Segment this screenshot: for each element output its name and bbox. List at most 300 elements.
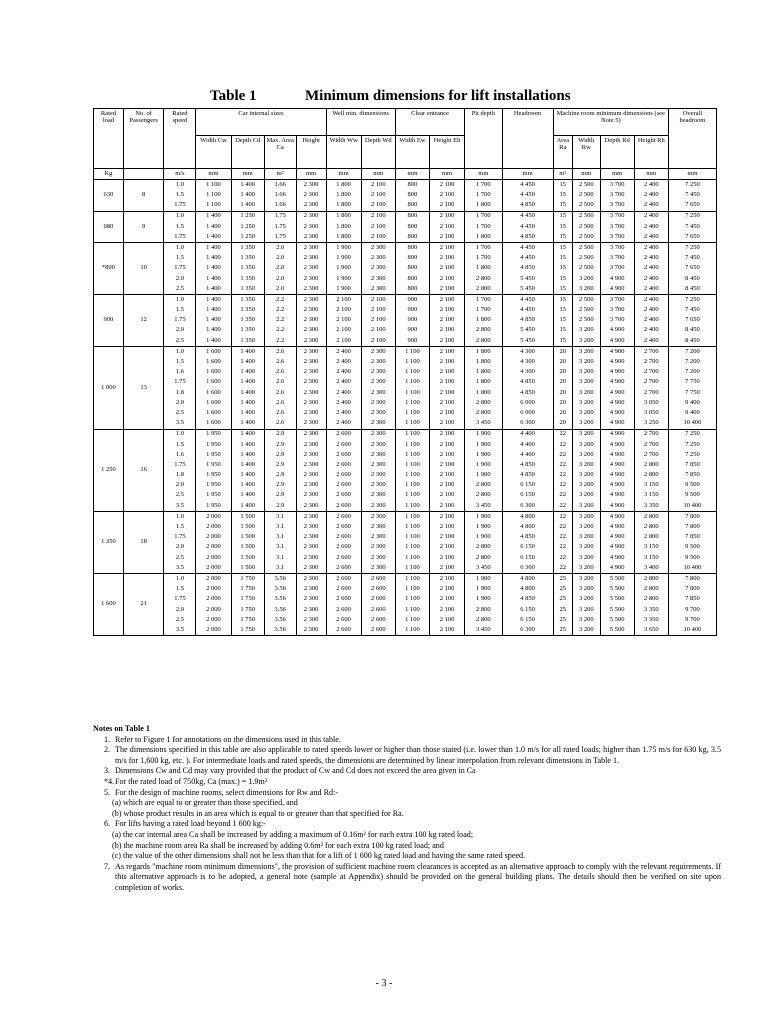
table-cell: 2.0: [264, 274, 296, 284]
table-row: [94, 211, 717, 222]
table-cell: 20: [553, 378, 572, 388]
table-cell: 2 600: [361, 605, 395, 615]
table-cell: 3 200: [572, 357, 600, 367]
table-cell: 22: [553, 440, 572, 450]
header-depth-wd: Depth Wd: [361, 136, 395, 169]
table-cell: 22: [553, 501, 572, 512]
table-cell: 1 400: [231, 440, 264, 450]
table-cell: 2.5: [164, 336, 196, 347]
note-number: 6.: [104, 819, 111, 829]
table-cell: 1 100: [395, 450, 429, 460]
table-cell: 2.2: [264, 295, 296, 306]
table-cell: 2 400: [326, 408, 361, 418]
table-cell: 22: [553, 480, 572, 490]
table-cell: 7 650: [668, 264, 716, 274]
table-cell: 2 500: [572, 200, 600, 211]
table-cell: 2 300: [361, 357, 395, 367]
table-cell: 2 800: [465, 336, 502, 347]
table-cell: 2.9: [264, 450, 296, 460]
table-cell: 2 300: [296, 274, 326, 284]
table-cell: 3 350: [634, 615, 668, 625]
table-row: [94, 408, 717, 418]
table-cell: 2.9: [264, 440, 296, 450]
note-number: 1.: [104, 734, 111, 744]
table-cell: 2.9: [264, 501, 296, 512]
table-row: [94, 418, 717, 429]
table-cell: 5 500: [600, 574, 634, 585]
table-cell: 1 900: [465, 574, 502, 585]
table-cell: 3 650: [634, 625, 668, 636]
table-cell: 1.75: [164, 315, 196, 325]
table-cell: 3.5: [164, 501, 196, 512]
table-cell: 2 400: [326, 398, 361, 408]
table-cell: 3 150: [634, 491, 668, 501]
table-row: [94, 253, 717, 263]
table-cell: 15: [553, 243, 572, 254]
table-cell: 2 300: [296, 315, 326, 325]
table-cell: 2 800: [465, 274, 502, 284]
table-cell: 1 100: [395, 574, 429, 585]
table-cell: 2 400: [326, 357, 361, 367]
table-cell: 1 900: [326, 264, 361, 274]
table-cell: 20: [553, 418, 572, 429]
table-cell: 2 700: [634, 367, 668, 377]
table-cell: 1 400: [196, 274, 231, 284]
table-cell: 2.6: [264, 398, 296, 408]
table-cell: 2 800: [465, 398, 502, 408]
table-cell: 1.0: [164, 512, 196, 523]
table-cell: 1 900: [465, 440, 502, 450]
table-cell: 1.75: [164, 532, 196, 542]
table-cell: 3 700: [600, 295, 634, 306]
table-cell: 1 800: [326, 200, 361, 211]
table-cell: 5 450: [502, 336, 553, 347]
table-cell: 4 850: [502, 200, 553, 211]
table-cell: 2 100: [429, 295, 464, 306]
note-number: 3.: [104, 766, 111, 776]
table-cell: 1 900: [465, 512, 502, 523]
table-cell: 1 400: [231, 180, 264, 191]
table-cell: 5 500: [600, 605, 634, 615]
table-cell: 4 900: [600, 480, 634, 490]
table-cell: 1 100: [196, 190, 231, 200]
table-cell: 4 900: [600, 418, 634, 429]
header-rated-load: Rated load: [94, 109, 124, 169]
table-cell: 1.5: [164, 222, 196, 232]
table-cell: 2 100: [429, 253, 464, 263]
table-cell: 4 900: [600, 429, 634, 440]
table-cell: 3 200: [572, 595, 600, 605]
table-cell: 1.0: [164, 243, 196, 254]
table-cell: 2 100: [361, 315, 395, 325]
header-pit-depth: Pit depth: [465, 109, 502, 169]
table-cell: 1 350: [231, 326, 264, 336]
table-cell: 7 750: [668, 378, 716, 388]
table-cell: 2 800: [465, 408, 502, 418]
table-cell: 2 600: [326, 440, 361, 450]
table-cell: 4 450: [502, 243, 553, 254]
table-cell: 2.0: [264, 264, 296, 274]
table-row: [94, 553, 717, 563]
table-cell: 2.6: [264, 388, 296, 398]
table-cell: 7 650: [668, 200, 716, 211]
table-cell: 4 900: [600, 501, 634, 512]
table-cell: 4 400: [502, 450, 553, 460]
table-cell: 2 600: [361, 584, 395, 594]
table-cell: 7 650: [668, 232, 716, 243]
note-item: [93, 735, 721, 746]
table-cell: 2 300: [361, 470, 395, 480]
unit-cell: mm: [600, 169, 634, 180]
table-cell: 1 100: [395, 615, 429, 625]
table-row: [94, 347, 717, 358]
table-row: [94, 284, 717, 295]
table-cell: 2 100: [429, 470, 464, 480]
table-cell: 1 800: [465, 357, 502, 367]
table-cell: 2 400: [634, 295, 668, 306]
table-cell: 3 150: [634, 480, 668, 490]
table-cell: 2 600: [326, 563, 361, 574]
table-cell: 6 000: [502, 408, 553, 418]
table-cell: 1 100: [395, 429, 429, 440]
table-cell: 1 900: [465, 584, 502, 594]
table-cell: 1 500: [231, 553, 264, 563]
table-cell: 3 700: [600, 211, 634, 222]
table-cell: 2.0: [164, 605, 196, 615]
table-cell: 4 300: [502, 367, 553, 377]
table-cell: 3.56: [264, 595, 296, 605]
table-cell: 4 900: [600, 398, 634, 408]
table-row: [94, 180, 717, 191]
table-number: Table 1: [210, 88, 257, 104]
table-cell: 2 100: [429, 264, 464, 274]
table-cell: 2 500: [572, 305, 600, 315]
table-cell: 25: [553, 584, 572, 594]
unit-cell: mm: [465, 169, 502, 180]
table-cell: 15: [553, 274, 572, 284]
table-cell: 4 450: [502, 211, 553, 222]
table-cell: 1 400: [231, 367, 264, 377]
table-cell: 1.75: [164, 460, 196, 470]
table-cell: 2 100: [361, 336, 395, 347]
table-cell: 2 800: [465, 605, 502, 615]
table-cell: 1 400: [231, 470, 264, 480]
table-cell: 2 300: [296, 480, 326, 490]
passengers-cell: 9: [123, 211, 164, 243]
table-cell: 1.75: [264, 222, 296, 232]
table-cell: 1.0: [164, 429, 196, 440]
table-cell: 4 400: [502, 440, 553, 450]
table-cell: 1 100: [395, 595, 429, 605]
table-cell: 2.6: [264, 347, 296, 358]
unit-cell: m²: [553, 169, 572, 180]
table-cell: 1 600: [196, 408, 231, 418]
table-cell: 1 400: [196, 284, 231, 295]
table-cell: 2 300: [361, 429, 395, 440]
table-cell: 2 300: [296, 336, 326, 347]
table-cell: 2 600: [326, 450, 361, 460]
table-cell: 7 250: [668, 450, 716, 460]
table-cell: 2 300: [296, 574, 326, 585]
table-row: [94, 398, 717, 408]
table-cell: 3.56: [264, 584, 296, 594]
unit-cell: Kg: [94, 169, 124, 180]
table-cell: 22: [553, 532, 572, 542]
table-cell: 2.5: [164, 615, 196, 625]
table-cell: 2.6: [264, 418, 296, 429]
passengers-cell: 10: [123, 243, 164, 295]
table-cell: 1 700: [465, 305, 502, 315]
table-notes: [93, 724, 721, 894]
table-cell: 2 300: [296, 388, 326, 398]
table-cell: 1 800: [326, 232, 361, 243]
table-cell: 4 450: [502, 253, 553, 263]
table-cell: 2 600: [326, 522, 361, 532]
table-cell: 5 500: [600, 615, 634, 625]
table-cell: 2 300: [296, 595, 326, 605]
table-cell: 800: [395, 222, 429, 232]
table-cell: 2 400: [634, 274, 668, 284]
table-cell: 2 300: [296, 512, 326, 523]
table-cell: 2 100: [361, 200, 395, 211]
table-cell: 9 700: [668, 605, 716, 615]
table-cell: 1 800: [465, 388, 502, 398]
table-cell: 2 500: [572, 232, 600, 243]
table-cell: 22: [553, 553, 572, 563]
table-row: [94, 357, 717, 367]
table-cell: 4 900: [600, 388, 634, 398]
table-cell: 2 100: [429, 429, 464, 440]
table-cell: 2 100: [429, 274, 464, 284]
table-cell: 4 850: [502, 532, 553, 542]
table-cell: 1 100: [395, 418, 429, 429]
table-cell: 2 300: [296, 460, 326, 470]
table-cell: 1 250: [231, 222, 264, 232]
table-cell: 6 300: [502, 418, 553, 429]
table-cell: 3.1: [264, 522, 296, 532]
table-cell: 3.5: [164, 563, 196, 574]
table-cell: 4 900: [600, 450, 634, 460]
table-cell: 2 000: [196, 563, 231, 574]
table-row: [94, 574, 717, 585]
table-row: [94, 460, 717, 470]
passengers-cell: 21: [123, 574, 164, 636]
note-item: [93, 766, 721, 777]
table-cell: 3 700: [600, 253, 634, 263]
notes-heading: Notes on Table 1: [93, 724, 150, 733]
table-cell: 1 350: [231, 264, 264, 274]
note-number: 5.: [104, 787, 111, 797]
table-cell: 1 600: [196, 347, 231, 358]
table-cell: 8 450: [668, 284, 716, 295]
table-cell: 3 200: [572, 470, 600, 480]
table-cell: 1 500: [231, 512, 264, 523]
table-cell: 2 100: [429, 532, 464, 542]
table-row: [94, 450, 717, 460]
table-cell: 1.5: [164, 305, 196, 315]
table-cell: 1.8: [164, 388, 196, 398]
table-cell: 2 300: [296, 522, 326, 532]
table-cell: 2 400: [634, 243, 668, 254]
table-cell: 2 100: [429, 232, 464, 243]
table-cell: 2 400: [634, 190, 668, 200]
table-cell: 2 600: [326, 501, 361, 512]
table-cell: 1 400: [231, 347, 264, 358]
table-cell: 2 100: [361, 232, 395, 243]
table-cell: 2 600: [326, 584, 361, 594]
table-cell: 2 600: [326, 595, 361, 605]
table-row: [94, 326, 717, 336]
table-cell: 7 250: [668, 180, 716, 191]
table-cell: 1 400: [231, 378, 264, 388]
table-cell: 25: [553, 605, 572, 615]
table-cell: 22: [553, 522, 572, 532]
table-cell: 7 850: [668, 532, 716, 542]
table-cell: 1 400: [231, 480, 264, 490]
table-cell: 5 450: [502, 274, 553, 284]
table-cell: 1 900: [326, 274, 361, 284]
table-cell: 2 500: [572, 315, 600, 325]
table-cell: 7 450: [668, 305, 716, 315]
note-text: For the rated load of 750kg, Ca (max.) = 1.9m²: [115, 776, 268, 786]
table-cell: 2 300: [296, 190, 326, 200]
table-cell: 1 950: [196, 429, 231, 440]
table-row: [94, 595, 717, 605]
table-cell: 1.75: [164, 232, 196, 243]
table-cell: 2 300: [361, 347, 395, 358]
table-cell: 3.1: [264, 553, 296, 563]
note-text: Dimensions Cw and Cd may vary provided that the product of Cw and Cd does not exceed the area given in Ca: [115, 766, 476, 776]
table-cell: 2 600: [361, 615, 395, 625]
table-cell: 1 100: [395, 563, 429, 574]
table-row: [94, 336, 717, 347]
note-item: [93, 819, 721, 830]
table-cell: 2 300: [361, 408, 395, 418]
table-cell: 2 100: [429, 347, 464, 358]
table-cell: 15: [553, 253, 572, 263]
table-cell: 2 400: [634, 264, 668, 274]
table-row: [94, 295, 717, 306]
table-cell: 9 500: [668, 553, 716, 563]
table-row: [94, 243, 717, 254]
note-subitem: [93, 830, 721, 841]
header-passengers: No. of Passengers: [123, 109, 164, 169]
table-cell: 6 150: [502, 615, 553, 625]
table-cell: 2 300: [361, 253, 395, 263]
table-cell: 7 850: [668, 460, 716, 470]
table-cell: 2.0: [164, 326, 196, 336]
table-row: [94, 512, 717, 523]
table-cell: 1.5: [164, 522, 196, 532]
unit-cell: [123, 169, 164, 180]
table-cell: 2 300: [361, 367, 395, 377]
table-cell: 3 200: [572, 522, 600, 532]
table-cell: 2 100: [429, 190, 464, 200]
note-text: The dimensions specified in this table are also applicable to rated speeds lower or higher than those stated (i.e. lower than 1.0 m/s for all rated loads; higher than 1.75 m/s for 630 kg, 3.5 m/s for 1,600 kg, etc. ). For intermediate loads and rated speeds, the dimensions are determined by linear interpolation from relevant dimensions in Table 1.: [115, 745, 721, 765]
note-item: [93, 777, 721, 788]
unit-cell: mm: [634, 169, 668, 180]
unit-cell: mm: [361, 169, 395, 180]
table-cell: 1 400: [196, 305, 231, 315]
table-cell: 1 400: [196, 264, 231, 274]
header-depth-cd: Depth Cd: [231, 136, 264, 169]
table-cell: 900: [395, 295, 429, 306]
table-cell: 3 200: [572, 326, 600, 336]
table-cell: 3 200: [572, 480, 600, 490]
table-cell: 3 200: [572, 543, 600, 553]
table-cell: 20: [553, 347, 572, 358]
table-cell: 2 800: [465, 491, 502, 501]
table-cell: 2 300: [361, 501, 395, 512]
table-cell: 2 100: [429, 595, 464, 605]
table-cell: 3 700: [600, 264, 634, 274]
table-cell: 2.5: [164, 284, 196, 295]
table-cell: 2 600: [326, 615, 361, 625]
table-row: [94, 440, 717, 450]
table-cell: 1 350: [231, 243, 264, 254]
table-cell: 2 100: [429, 222, 464, 232]
table-cell: 1 400: [231, 408, 264, 418]
table-cell: 900: [395, 315, 429, 325]
table-cell: 2 100: [326, 295, 361, 306]
table-cell: 3 700: [600, 232, 634, 243]
table-cell: 2 300: [296, 553, 326, 563]
table-cell: 6 300: [502, 501, 553, 512]
table-cell: 9 500: [668, 543, 716, 553]
table-cell: 1 800: [465, 347, 502, 358]
table-cell: 25: [553, 625, 572, 636]
table-cell: 2 100: [429, 553, 464, 563]
table-row: [94, 378, 717, 388]
table-cell: 3 200: [572, 563, 600, 574]
table-cell: 1 350: [231, 315, 264, 325]
table-cell: 800: [395, 274, 429, 284]
table-cell: 3 200: [572, 408, 600, 418]
table-cell: 1 750: [231, 574, 264, 585]
header-height-eh: Height Eh: [429, 136, 464, 169]
table-cell: 2 700: [634, 357, 668, 367]
table-cell: 4 450: [502, 190, 553, 200]
table-cell: 2 100: [429, 574, 464, 585]
table-cell: 2 100: [429, 605, 464, 615]
rated-load-cell: 900: [94, 295, 124, 347]
table-cell: 2 300: [296, 222, 326, 232]
table-cell: 2 300: [361, 563, 395, 574]
table-cell: 1 800: [326, 222, 361, 232]
table-cell: 2.9: [264, 470, 296, 480]
note-text: (c) the value of the other dimensions shall not be less than that for a lift of 1 600 kg rated load and having the same rated speed.: [112, 851, 526, 861]
table-cell: 1 800: [465, 378, 502, 388]
table-cell: 1 100: [395, 512, 429, 523]
header-height-rh: Height Rh: [634, 136, 668, 169]
table-cell: 2 300: [296, 418, 326, 429]
note-text: As regards "machine room minimum dimensions", the provision of sufficient machine room clearances is accepted as an alternative approach to comply with the relevant requirements. If this alternative approach is to be adopted, a general note (sample at Appendix) should be provided on the general building plans. The details should then be verified on site upon completion of works.: [115, 861, 721, 892]
table-cell: 800: [395, 243, 429, 254]
table-cell: 2 100: [429, 200, 464, 211]
table-cell: 2 800: [634, 584, 668, 594]
table-cell: 2.5: [164, 408, 196, 418]
table-cell: 2 300: [296, 264, 326, 274]
table-cell: 2 300: [296, 232, 326, 243]
note-text: For lifts having a rated load beyond 1 600 kg:-: [115, 819, 266, 829]
table-cell: 1 350: [231, 253, 264, 263]
table-cell: 2.9: [264, 491, 296, 501]
header-rated-speed: Rated speed: [164, 109, 196, 169]
table-cell: 1 750: [231, 584, 264, 594]
table-cell: 2 500: [572, 180, 600, 191]
table-cell: 2 100: [429, 522, 464, 532]
table-cell: 2 100: [326, 305, 361, 315]
